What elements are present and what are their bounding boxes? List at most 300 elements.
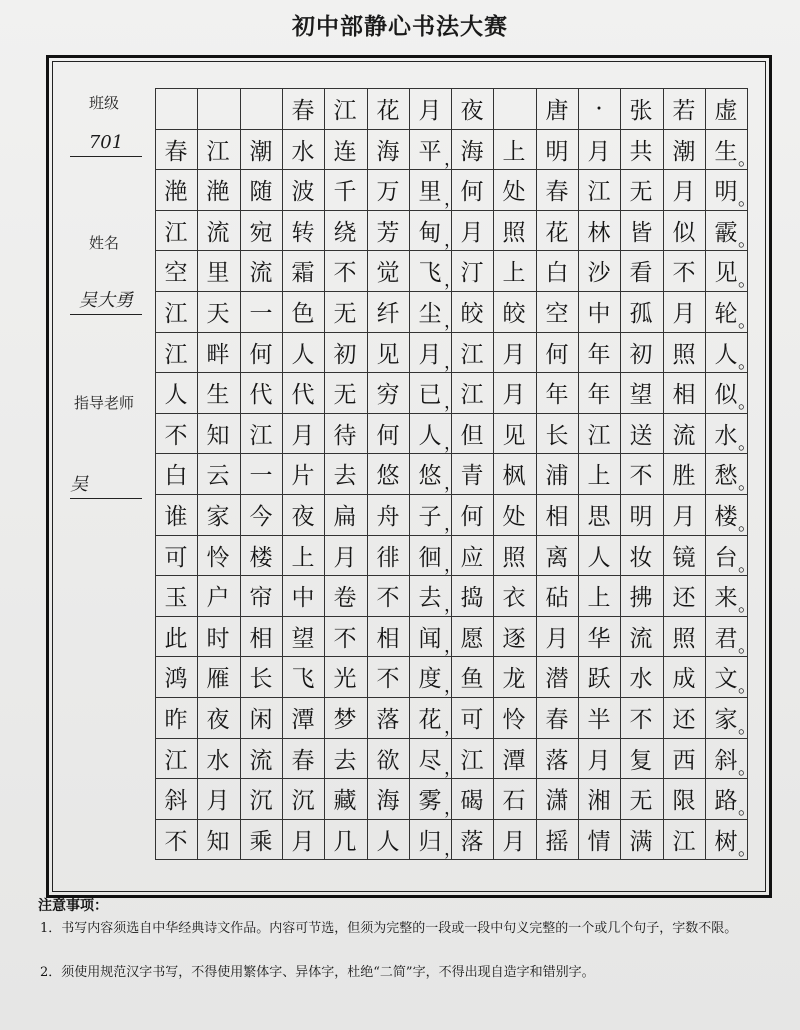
poem-char: 林 xyxy=(587,220,611,246)
period-mark: 。 xyxy=(738,433,756,454)
poem-char: 水 xyxy=(206,748,230,774)
poem-char: 月 xyxy=(672,504,696,530)
poem-char: 台 xyxy=(714,545,738,571)
poem-char: 皆 xyxy=(629,220,653,246)
poem-char: 年 xyxy=(545,382,569,408)
poem-char: 华 xyxy=(587,626,611,652)
poem-char: 一 xyxy=(249,301,273,327)
poem-char: 雁 xyxy=(206,666,230,692)
name-label: 姓名 xyxy=(88,234,119,252)
period-mark: 。 xyxy=(738,758,756,779)
poem-char: 君 xyxy=(714,626,738,652)
poem-char: 悠 xyxy=(418,463,442,489)
poem-char: 愿 xyxy=(460,626,484,652)
poem-char: 上 xyxy=(502,139,526,165)
poem-char: 上 xyxy=(587,585,611,611)
poem-char: 徊 xyxy=(418,545,442,571)
poem-char: 人 xyxy=(376,829,400,855)
poem-char: 海 xyxy=(376,139,400,165)
poem-char: 一 xyxy=(249,463,273,489)
poem-char: 何 xyxy=(249,342,273,368)
period-mark: 。 xyxy=(738,636,756,657)
poem-char: 处 xyxy=(502,179,526,205)
poem-char: 愁 xyxy=(714,463,738,489)
class-value: 701 xyxy=(70,132,142,157)
poem-char: 思 xyxy=(587,504,611,530)
comma-mark: ， xyxy=(444,595,462,616)
poem-char: 云 xyxy=(206,463,230,489)
poem-char: 闲 xyxy=(249,707,273,733)
poem-char: 待 xyxy=(333,423,357,449)
poem-char: 浦 xyxy=(545,463,569,489)
poem-char: 还 xyxy=(672,707,696,733)
poem-char: 此 xyxy=(164,626,188,652)
poem-char: 不 xyxy=(333,626,357,652)
poem-char: 潮 xyxy=(249,139,273,165)
poem-char: 摇 xyxy=(545,829,569,855)
poem-char: 月 xyxy=(333,545,357,571)
poem-char: 扁 xyxy=(333,504,357,530)
poem-char: 人 xyxy=(164,382,188,408)
poem-char: 梦 xyxy=(333,707,357,733)
poem-char: 青 xyxy=(460,463,484,489)
poem-char: 轮 xyxy=(714,301,738,327)
poem-char: 今 xyxy=(249,504,273,530)
comma-mark: ， xyxy=(444,636,462,657)
period-mark: 。 xyxy=(738,798,756,819)
poem-char: 不 xyxy=(672,260,696,286)
poem-char: 应 xyxy=(460,545,484,571)
poem-char: 片 xyxy=(291,463,315,489)
poem-char: 妆 xyxy=(629,545,653,571)
period-mark: 。 xyxy=(738,555,756,576)
poem-char: 里 xyxy=(418,179,442,205)
poem-char: 共 xyxy=(629,139,653,165)
poem-char: 明 xyxy=(629,504,653,530)
heading-char: 夜 xyxy=(460,98,484,124)
poem-char: 何 xyxy=(545,342,569,368)
poem-char: 月 xyxy=(587,139,611,165)
heading-char: 花 xyxy=(376,98,400,124)
period-mark: 。 xyxy=(738,270,756,291)
poem-char: 藏 xyxy=(333,788,357,814)
poem-char: 上 xyxy=(587,463,611,489)
period-mark: 。 xyxy=(738,595,756,616)
poem-char: 去 xyxy=(418,585,442,611)
poem-char: 花 xyxy=(545,220,569,246)
poem-char: 鱼 xyxy=(460,666,484,692)
poem-char: 看 xyxy=(629,260,653,286)
poem-char: 乘 xyxy=(249,829,273,855)
poem-char: 春 xyxy=(545,707,569,733)
poem-char: 相 xyxy=(376,626,400,652)
poem-char: 闻 xyxy=(418,626,442,652)
poem-char: 月 xyxy=(502,342,526,368)
period-mark: 。 xyxy=(738,189,756,210)
poem-char: 归 xyxy=(418,829,442,855)
note-item-2: 2．须使用规范汉字书写，不得使用繁体字、异体字，杜绝“二简”字，不得出现自造字和错别字。 xyxy=(40,965,595,980)
period-mark: 。 xyxy=(738,514,756,535)
poem-char: 去 xyxy=(333,463,357,489)
poem-char: 满 xyxy=(629,829,653,855)
poem-char: 上 xyxy=(291,545,315,571)
notes-heading: 注意事项： xyxy=(38,898,108,914)
poem-char: 纤 xyxy=(376,301,400,327)
comma-mark: ， xyxy=(444,189,462,210)
poem-char: 月 xyxy=(672,301,696,327)
poem-char: 楼 xyxy=(249,545,273,571)
teacher-label: 指导老师 xyxy=(73,394,134,412)
poem-char: 文 xyxy=(714,666,738,692)
poem-char: 白 xyxy=(545,260,569,286)
comma-mark: ， xyxy=(444,676,462,697)
poem-char: 空 xyxy=(164,260,188,286)
period-mark: 。 xyxy=(738,149,756,170)
poem-char: 江 xyxy=(164,342,188,368)
poem-char: 何 xyxy=(460,179,484,205)
poem-char: 几 xyxy=(333,829,357,855)
poem-char: 初 xyxy=(629,342,653,368)
poem-char: 卷 xyxy=(333,585,357,611)
poem-char: 帘 xyxy=(249,585,273,611)
page-title: 初中部静心书法大赛 xyxy=(292,13,508,40)
poem-char: 相 xyxy=(545,504,569,530)
poem-char: 不 xyxy=(164,829,188,855)
heading-char: 唐 xyxy=(545,98,569,124)
comma-mark: ， xyxy=(444,473,462,494)
poem-char: 不 xyxy=(376,666,400,692)
poem-char: 衣 xyxy=(502,585,526,611)
poem-char: 上 xyxy=(502,260,526,286)
poem-char: 色 xyxy=(291,301,315,327)
poem-char: 不 xyxy=(376,585,400,611)
poem-char: 月 xyxy=(460,220,484,246)
poem-char: 楼 xyxy=(714,504,738,530)
poem-char: 人 xyxy=(418,423,442,449)
comma-mark: ， xyxy=(444,514,462,535)
poem-char: 飞 xyxy=(291,666,315,692)
poem-char: 不 xyxy=(333,260,357,286)
poem-char: 照 xyxy=(502,545,526,571)
poem-char: 离 xyxy=(545,545,569,571)
period-mark: 。 xyxy=(738,676,756,697)
period-mark: 。 xyxy=(738,839,756,860)
poem-char: 流 xyxy=(206,220,230,246)
poem-char: 霰 xyxy=(714,220,738,246)
poem-char: 照 xyxy=(672,342,696,368)
poem-char: 代 xyxy=(291,382,315,408)
poem-char: 无 xyxy=(333,382,357,408)
poem-char: 何 xyxy=(460,504,484,530)
heading-char: 江 xyxy=(333,98,357,124)
poem-char: 江 xyxy=(460,342,484,368)
poem-char: 滟 xyxy=(206,179,230,205)
poem-char: 见 xyxy=(714,260,738,286)
class-label: 班级 xyxy=(88,94,119,112)
poem-char: 滟 xyxy=(164,179,188,205)
poem-char: 砧 xyxy=(545,585,569,611)
poem-char: 枫 xyxy=(502,463,526,489)
poem-char: 春 xyxy=(291,748,315,774)
poem-char: 海 xyxy=(376,788,400,814)
poem-char: 斜 xyxy=(164,788,188,814)
period-mark: 。 xyxy=(738,311,756,332)
comma-mark: ， xyxy=(444,149,462,170)
poem-char: 潜 xyxy=(545,666,569,692)
poem-char: 户 xyxy=(206,585,230,611)
poem-char: 来 xyxy=(714,585,738,611)
poem-char: 江 xyxy=(587,179,611,205)
poem-char: 沙 xyxy=(587,260,611,286)
poem-char: 路 xyxy=(714,788,738,814)
poem-char: 江 xyxy=(164,748,188,774)
poem-char: 见 xyxy=(502,423,526,449)
poem-char: 斜 xyxy=(714,748,738,774)
poem-char: 平 xyxy=(418,139,442,165)
poem-char: 芳 xyxy=(376,220,400,246)
poem-char: 月 xyxy=(291,829,315,855)
poem-char: 连 xyxy=(333,139,357,165)
poem-char: 江 xyxy=(460,382,484,408)
poem-char: 怜 xyxy=(502,707,526,733)
poem-char: 流 xyxy=(672,423,696,449)
poem-char: 月 xyxy=(502,829,526,855)
poem-char: 怜 xyxy=(206,545,230,571)
poem-char: 皎 xyxy=(502,301,526,327)
poem-char: 不 xyxy=(164,423,188,449)
poem-char: 觉 xyxy=(376,260,400,286)
poem-char: 复 xyxy=(629,748,653,774)
poem-char: 生 xyxy=(206,382,230,408)
poem-char: 家 xyxy=(714,707,738,733)
poem-char: 望 xyxy=(629,382,653,408)
poem-char: 白 xyxy=(164,463,188,489)
poem-char: 流 xyxy=(249,748,273,774)
poem-char: 流 xyxy=(249,260,273,286)
poem-char: 代 xyxy=(249,382,273,408)
heading-char: 月 xyxy=(418,98,442,124)
poem-char: 树 xyxy=(714,829,738,855)
poem-char: 水 xyxy=(714,423,738,449)
comma-mark: ， xyxy=(444,839,462,860)
poem-char: 去 xyxy=(333,748,357,774)
poem-char: 处 xyxy=(502,504,526,530)
poem-char: 不 xyxy=(629,707,653,733)
poem-char: 人 xyxy=(291,342,315,368)
poem-char: 谁 xyxy=(164,504,188,530)
poem-char: 飞 xyxy=(418,260,442,286)
poem-char: 似 xyxy=(714,382,738,408)
poem-char: 生 xyxy=(714,139,738,165)
poem-char: 鸿 xyxy=(164,666,188,692)
poem-char: 已 xyxy=(418,382,442,408)
poem-char: 似 xyxy=(672,220,696,246)
poem-char: 潇 xyxy=(545,788,569,814)
heading-char: 春 xyxy=(291,98,315,124)
poem-char: 春 xyxy=(164,139,188,165)
poem-char: 甸 xyxy=(418,220,442,246)
poem-char: 夜 xyxy=(206,707,230,733)
poem-char: 潭 xyxy=(291,707,315,733)
poem-char: 度 xyxy=(418,666,442,692)
poem-char: 限 xyxy=(672,788,696,814)
heading-char: 若 xyxy=(672,98,696,124)
period-mark: 。 xyxy=(738,717,756,738)
period-mark: 。 xyxy=(738,230,756,251)
poem-char: 水 xyxy=(291,139,315,165)
poem-char: 月 xyxy=(206,788,230,814)
poem-char: 潮 xyxy=(672,139,696,165)
poem-char: 波 xyxy=(291,179,315,205)
poem-char: 沉 xyxy=(249,788,273,814)
poem-char: 逐 xyxy=(502,626,526,652)
comma-mark: ， xyxy=(444,433,462,454)
poem-char: 尽 xyxy=(418,748,442,774)
poem-char: 孤 xyxy=(629,301,653,327)
poem-char: 江 xyxy=(206,139,230,165)
poem-char: 年 xyxy=(587,342,611,368)
comma-mark: ， xyxy=(444,352,462,373)
poem-char: 落 xyxy=(545,748,569,774)
poem-char: 海 xyxy=(460,139,484,165)
poem-char: 相 xyxy=(249,626,273,652)
poem-char: 霜 xyxy=(291,260,315,286)
poem-char: 月 xyxy=(291,423,315,449)
poem-char: 无 xyxy=(333,301,357,327)
poem-char: 中 xyxy=(291,585,315,611)
poem-char: 里 xyxy=(206,260,230,286)
poem-char: 送 xyxy=(629,423,653,449)
poem-char: 万 xyxy=(376,179,400,205)
poem-char: 人 xyxy=(714,342,738,368)
poem-char: 江 xyxy=(672,829,696,855)
poem-char: 照 xyxy=(502,220,526,246)
poem-char: 江 xyxy=(249,423,273,449)
teacher-value: 吴 xyxy=(70,474,142,499)
poem-char: 江 xyxy=(587,423,611,449)
poem-char: 捣 xyxy=(460,585,484,611)
poem-char: 拂 xyxy=(629,585,653,611)
poem-char: 人 xyxy=(587,545,611,571)
poem-char: 年 xyxy=(587,382,611,408)
poem-char: 落 xyxy=(376,707,400,733)
poem-char: 中 xyxy=(587,301,611,327)
poem-char: 可 xyxy=(164,545,188,571)
poem-char: 转 xyxy=(291,220,315,246)
comma-mark: ， xyxy=(444,717,462,738)
heading-char: 张 xyxy=(629,98,653,124)
poem-char: 湘 xyxy=(587,788,611,814)
poem-char: 潭 xyxy=(502,748,526,774)
poem-char: 欲 xyxy=(376,748,400,774)
poem-char: 情 xyxy=(587,829,611,855)
poem-char: 宛 xyxy=(249,220,273,246)
period-mark: 。 xyxy=(738,392,756,413)
poem-char: 天 xyxy=(206,301,230,327)
poem-char: 皎 xyxy=(460,301,484,327)
poem-char: 龙 xyxy=(502,666,526,692)
poem-char: 时 xyxy=(206,626,230,652)
poem-char: 照 xyxy=(672,626,696,652)
poem-char: 千 xyxy=(333,179,357,205)
comma-mark: ， xyxy=(444,230,462,251)
poem-char: 江 xyxy=(164,220,188,246)
poem-char: 明 xyxy=(714,179,738,205)
poem-char: 沉 xyxy=(291,788,315,814)
poem-char: 子 xyxy=(418,504,442,530)
poem-char: 望 xyxy=(291,626,315,652)
comma-mark: ， xyxy=(444,555,462,576)
poem-char: 绕 xyxy=(333,220,357,246)
poem-char: 长 xyxy=(249,666,273,692)
poem-char: 家 xyxy=(206,504,230,530)
comma-mark: ， xyxy=(444,392,462,413)
poem-char: 花 xyxy=(418,707,442,733)
poem-char: 成 xyxy=(672,666,696,692)
poem-char: 悠 xyxy=(376,463,400,489)
poem-char: 月 xyxy=(418,342,442,368)
poem-char: 舟 xyxy=(376,504,400,530)
heading-char: · xyxy=(595,95,603,122)
poem-char: 尘 xyxy=(418,301,442,327)
poem-char: 见 xyxy=(376,342,400,368)
heading-char: 虚 xyxy=(714,98,738,124)
poem-char: 玉 xyxy=(164,585,188,611)
comma-mark: ， xyxy=(444,758,462,779)
poem-char: 汀 xyxy=(460,260,484,286)
poem-char: 无 xyxy=(629,179,653,205)
comma-mark: ， xyxy=(444,798,462,819)
poem-char: 石 xyxy=(502,788,526,814)
poem-char: 何 xyxy=(376,423,400,449)
poem-char: 镜 xyxy=(672,545,696,571)
period-mark: 。 xyxy=(738,352,756,373)
comma-mark: ， xyxy=(444,311,462,332)
poem-char: 月 xyxy=(545,626,569,652)
poem-char: 月 xyxy=(502,382,526,408)
poem-char: 流 xyxy=(629,626,653,652)
period-mark: 。 xyxy=(738,473,756,494)
poem-char: 随 xyxy=(249,179,273,205)
poem-char: 江 xyxy=(460,748,484,774)
poem-char: 跃 xyxy=(587,666,611,692)
poem-char: 长 xyxy=(545,423,569,449)
poem-char: 无 xyxy=(629,788,653,814)
poem-char: 夜 xyxy=(291,504,315,530)
poem-char: 畔 xyxy=(206,342,230,368)
poem-char: 月 xyxy=(587,748,611,774)
poem-char: 碣 xyxy=(460,788,484,814)
poem-char: 相 xyxy=(672,382,696,408)
comma-mark: ， xyxy=(444,270,462,291)
poem-char: 初 xyxy=(333,342,357,368)
poem-char: 空 xyxy=(545,301,569,327)
poem-char: 胜 xyxy=(672,463,696,489)
poem-char: 昨 xyxy=(164,707,188,733)
poem-char: 西 xyxy=(672,748,696,774)
poem-char: 徘 xyxy=(376,545,400,571)
poem-char: 江 xyxy=(164,301,188,327)
poem-char: 知 xyxy=(206,423,230,449)
poem-char: 光 xyxy=(333,666,357,692)
poem-char: 穷 xyxy=(376,382,400,408)
poem-char: 春 xyxy=(545,179,569,205)
poem-char: 月 xyxy=(672,179,696,205)
note-item-1: 1．书写内容须选自中华经典诗文作品。内容可节选，但须为完整的一段或一段中句义完整的一个或几个句子，字数不限。 xyxy=(40,921,738,936)
poem-char: 半 xyxy=(587,707,611,733)
poem-char: 知 xyxy=(206,829,230,855)
poem-char: 水 xyxy=(629,666,653,692)
